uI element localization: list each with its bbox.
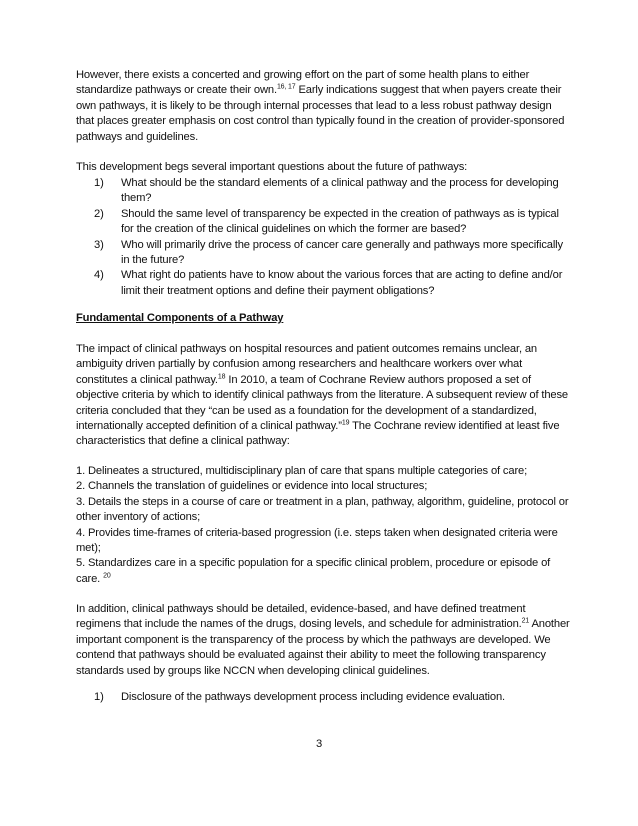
footnote-ref: 18	[217, 373, 226, 381]
questions-list	[76, 176, 572, 299]
text: In addition, clinical pathways should be detailed, evidence-based, and have defined treatment regimens that include the names of the drugs, dosing levels, and schedule for administration.	[76, 603, 526, 631]
section-heading	[76, 311, 572, 326]
list-item	[94, 268, 572, 299]
footnote-ref: 16, 17	[276, 83, 296, 91]
list-number: 4)	[94, 269, 104, 282]
standards-list	[76, 690, 572, 705]
paragraph-additional	[76, 602, 572, 679]
list-item	[94, 176, 572, 207]
list-item	[94, 690, 572, 705]
list-item	[94, 238, 572, 269]
list-item: 4. Provides time-frames of criteria-based progression (i.e. steps taken when designated criteria were met);	[76, 526, 558, 555]
text: Early indications suggest that when payers create their own pathways, it is likely to be through internal processes that lead to a less robust pathway design that places greater emphasis on cost control than typically found in the creation of provider-sponsored pathways and guidelines.	[76, 84, 565, 143]
list-text: What should be the standard elements of a clinical pathway and the process for developing them?	[121, 177, 559, 205]
text: This development begs several important questions about the future of pathways:	[76, 161, 468, 173]
text: The Cochrane review identified at least five characteristics that define a clinical pathway:	[76, 420, 560, 448]
text: However, there exists a concerted and growing effort on the part of some health plans to either standardize pathways or create their own.	[76, 69, 530, 97]
list-number: 2)	[94, 207, 104, 220]
paragraph-impact	[76, 342, 572, 450]
list-number: 1)	[94, 177, 104, 189]
list-number: 3)	[94, 238, 104, 251]
list-item: 1. Delineates a structured, multidisciplinary plan of care that spans multiple categories of care;	[76, 465, 528, 477]
list-text: 5. Standardizes care in a specific population for a specific clinical problem, procedure or episode of care.	[76, 557, 551, 585]
footnote-ref: 21	[521, 617, 530, 625]
text: The impact of clinical pathways on hospital resources and patient outcomes remains unclear, an ambiguity driven partially by confusion among researchers and healthcare workers over what constitutes a clinical pathway.	[76, 343, 538, 386]
list-text: Should the same level of transparency be expected in the creation of pathways as is typical for the creation of the clinical guidelines on which the former are based?	[121, 207, 559, 236]
list-item	[94, 207, 572, 238]
footnote-ref: 20	[103, 572, 111, 580]
text: Another important component is the transparency of the process by which the pathways are developed. We contend that pathways should be evaluated against their ability to meet the following transparency standards used by groups like NCCN when developing clinical guidelines.	[76, 618, 570, 677]
page-number: 3	[315, 738, 323, 750]
paragraph-health-plans	[76, 68, 572, 145]
list-text: Who will primarily drive the process of cancer care generally and pathways more specifically in the future?	[121, 238, 563, 267]
footnote-ref: 19	[341, 419, 350, 427]
characteristics-list	[76, 464, 572, 587]
list-item	[76, 556, 572, 587]
list-text: What right do patients have to know about the various forces that are acting to define and/or limit their treatment options and define their payment obligations?	[121, 269, 563, 297]
text: In 2010, a team of Cochrane Review authors proposed a set of objective criteria by which to identify clinical pathways from the literature. A subsequent review of these criteria concluded that they “can be used as a foundation for the development of a standardized, internationally accepted definition of a clinical pathway.”	[76, 373, 568, 433]
list-text: Disclosure of the pathways development process including evidence evaluation.	[121, 691, 505, 703]
paragraph-questions-intro	[76, 160, 572, 175]
heading-text: Fundamental Components of a Pathway	[76, 312, 284, 324]
list-item: 2. Channels the translation of guidelines or evidence into local structures;	[76, 480, 428, 493]
list-item: 3. Details the steps in a course of care or treatment in a plan, pathway, algorithm, guideline, protocol or other inventory of actions;	[76, 495, 569, 524]
list-number: 1)	[94, 691, 104, 703]
